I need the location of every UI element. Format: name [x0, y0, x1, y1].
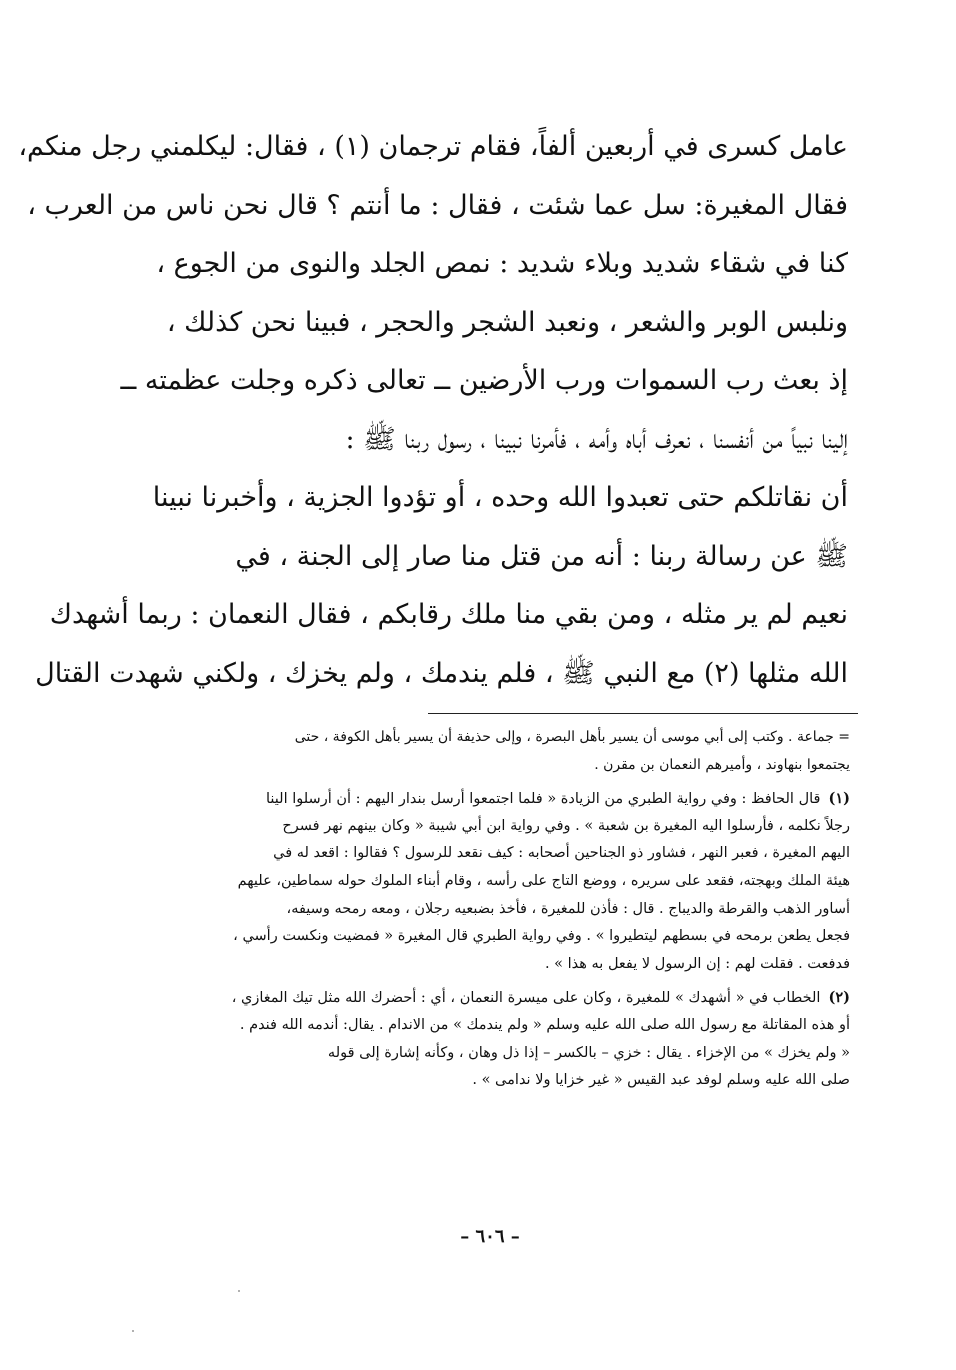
footnotes	[118, 724, 850, 1101]
footnote-separator	[428, 713, 858, 714]
footnote-marker: (١)	[828, 790, 850, 808]
footnote-line: هيئة الملك وبهجته، فقعد على سريره ، ووضع التاج على رأسه ، وقام أبناء الملوك حوله سماطين، عليهم	[237, 872, 850, 889]
footnote-line: يجتمعوا بنهاوند ، وأميرهم النعمان بن مقرن .	[594, 756, 850, 773]
footnote-line	[118, 785, 850, 813]
footnote-line: فدفعت . فقلت لهم : إن الرسول لا يفعل به هذا » .	[544, 955, 850, 972]
footnote-continuation	[118, 724, 850, 779]
footnote-1	[118, 785, 850, 978]
main-text	[18, 118, 848, 703]
footnote-marker: (٢)	[828, 989, 850, 1007]
footnote-line: صلى الله عليه وسلم لوفد عبد القيس « غير خزايا ولا ندامى » .	[472, 1072, 850, 1089]
page-number: – ٦٠٦ –	[460, 1226, 520, 1247]
main-text-line: كنا في شقاء شديد وبلاء شديد : نمص الجلد والنوى من الجوع ،	[156, 248, 848, 279]
scan-speck	[132, 1330, 134, 1332]
footnote-line: « ولم يخزك » من الإخزاء . يقال : خزي – بالكسر – إذا ذل وهان ، وكأنه إشارة إلى قوله	[327, 1044, 850, 1061]
main-text-line: أن نقاتلكم حتى تعبدوا الله وحده ، أو تؤدوا الجزية ، وأخبرنا نبينا	[152, 482, 848, 513]
main-text-line: عامل كسرى في أربعين ألفاً، فقام ترجمان (١) ، فقال: ليكلمني رجل منكم،	[18, 131, 848, 162]
main-text-line: ﷺ عن رسالة ربنا : أنه من قتل منا صار إلى الجنة ، في	[235, 540, 848, 572]
main-text-line: نعيم لم ير مثله ، ومن بقي منا ملك رقابكم ، فقال النعمان : ربما أشهدك	[49, 599, 848, 630]
footnote-text: قال الحافظ : وفي رواية الطبري من الزيادة « فلما اجتمعوا أرسل بندار اليهم : أن أرسلوا الينا	[266, 791, 821, 808]
footnote-line: = جماعة . وكتب إلى أبي موسى أن يسير بأهل البصرة ، وإلى حذيفة أن يسير بأهل الكوفة ، حتى	[294, 729, 850, 745]
footnote-text: الخطاب في « أشهدك » للمغيرة ، وكان على ميسرة النعمان ، أي : أحضرك الله مثل تيك المغازي ،	[231, 990, 821, 1007]
footnote-line: رجلاً نكلمه ، فأرسلوا اليه المغيرة بن شعبة » . وفي رواية ابن أبي شيبة « وكان بينهم نهر فسرح	[282, 817, 850, 834]
footnote-line: فجعل يطعن برمحه في بسطهم ليتطيروا » . وفي رواية الطبري قال المغيرة « فمضيت ونكست رأسي ،	[233, 928, 850, 945]
main-text-line: إذ بعث رب السموات ورب الأرضين ــ تعالى ذكره وجلت عظمته ــ	[120, 365, 848, 396]
main-text-line: ونلبس الوبر والشعر ، ونعبد الشجر والحجر ، فبينا نحن كذلك ،	[166, 306, 848, 338]
footnote-line: أو هذه المقاتلة مع رسول الله صلى الله عليه وسلم « ولم يندمك » من الاندام . يقال: أندمه الله فندم .	[239, 1016, 850, 1033]
main-text-line: فقال المغيرة: سل عما شئت ، فقال : ما أنتم ؟ قال نحن ناس من العرب ،	[27, 189, 848, 221]
footnote-line: اليهم المغيرة ، فعبر النهر ، فشاور ذو الجناحين أصحابه : كيف نقعد للرسول ؟ فقالوا : اقعد له في	[273, 845, 850, 862]
main-text-line: الله مثلها (٢) مع النبي ﷺ ، فلم يندمك ، ولم يخزك ، ولكني شهدت القتال	[35, 657, 848, 689]
scan-speck	[238, 1290, 240, 1292]
main-text-line: إلينا نبياً من أنفسنا ، نعرف أباه وأمه ، فأمرنا نبينا ، رسول ربنا ﷺ :	[345, 423, 848, 455]
footnote-2	[118, 984, 850, 1094]
footnote-line: أساور الذهب والقرطة والديباج . قال : فأذن للمغيرة ، فأخذ بضبعيه رجلان ، ومعه رمحه وسيفه،	[286, 900, 850, 917]
footnote-line	[118, 984, 850, 1012]
